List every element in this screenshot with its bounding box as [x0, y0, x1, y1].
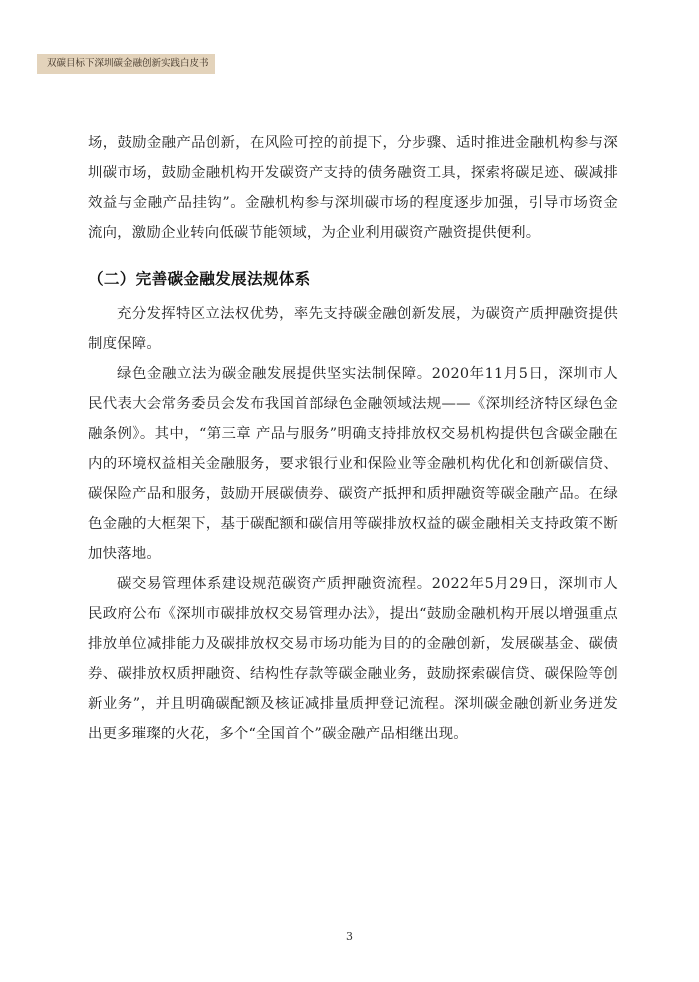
- running-header: 双碳目标下深圳碳金融创新实践白皮书: [37, 54, 215, 74]
- page-number: 3: [346, 930, 353, 943]
- body-paragraph: 充分发挥特区立法权优势，率先支持碳金融创新发展，为碳资产质押融资提供制度保障。: [88, 306, 618, 352]
- body-paragraph: 绿色金融立法为碳金融发展提供坚实法制保障。2020年11月5日，深圳市人民代表大会常务委员会发布我国首部绿色金融领域法规——《深圳经济特区绿色金融条例》。其中，“第三章 产品与服务”明确支持排放权交易机构提供包含碳金融在内的环境权益相关金融服务，要求银行业和保险业等金融机构优化和创新碳信贷、碳保险产品和服务，鼓励开展碳债券、碳资产抵押和质押融资等碳金融产品。在绿色金融的大框架下，基于碳配额和碳信用等碳排放权益的碳金融相关支持政策不断加快落地。: [88, 366, 618, 562]
- page-body: [88, 128, 618, 749]
- section-heading: （二）完善碳金融发展法规体系: [88, 269, 311, 288]
- body-paragraph: 碳交易管理体系建设规范碳资产质押融资流程。2022年5月29日，深圳市人民政府公布《深圳市碳排放权交易管理办法》，提出“鼓励金融机构开展以增强重点排放单位减排能力及碳排放权交易市场功能为目的的金融创新，发展碳基金、碳债券、碳排放权质押融资、结构性存款等碳金融业务，鼓励探索碳信贷、碳保险等创新业务”，并且明确碳配额及核证减排量质押登记流程。深圳碳金融创新业务迸发出更多璀璨的火花，多个“全国首个”碳金融产品相继出现。: [88, 576, 618, 742]
- continued-paragraph: 场，鼓励金融产品创新，在风险可控的前提下，分步骤、适时推进金融机构参与深圳碳市场，鼓励金融机构开发碳资产支持的债务融资工具，探索将碳足迹、碳减排效益与金融产品挂钩”。金融机构参与深圳碳市场的程度逐步加强，引导市场资金流向，激励企业转向低碳节能领域，为企业利用碳资产融资提供便利。: [88, 135, 618, 241]
